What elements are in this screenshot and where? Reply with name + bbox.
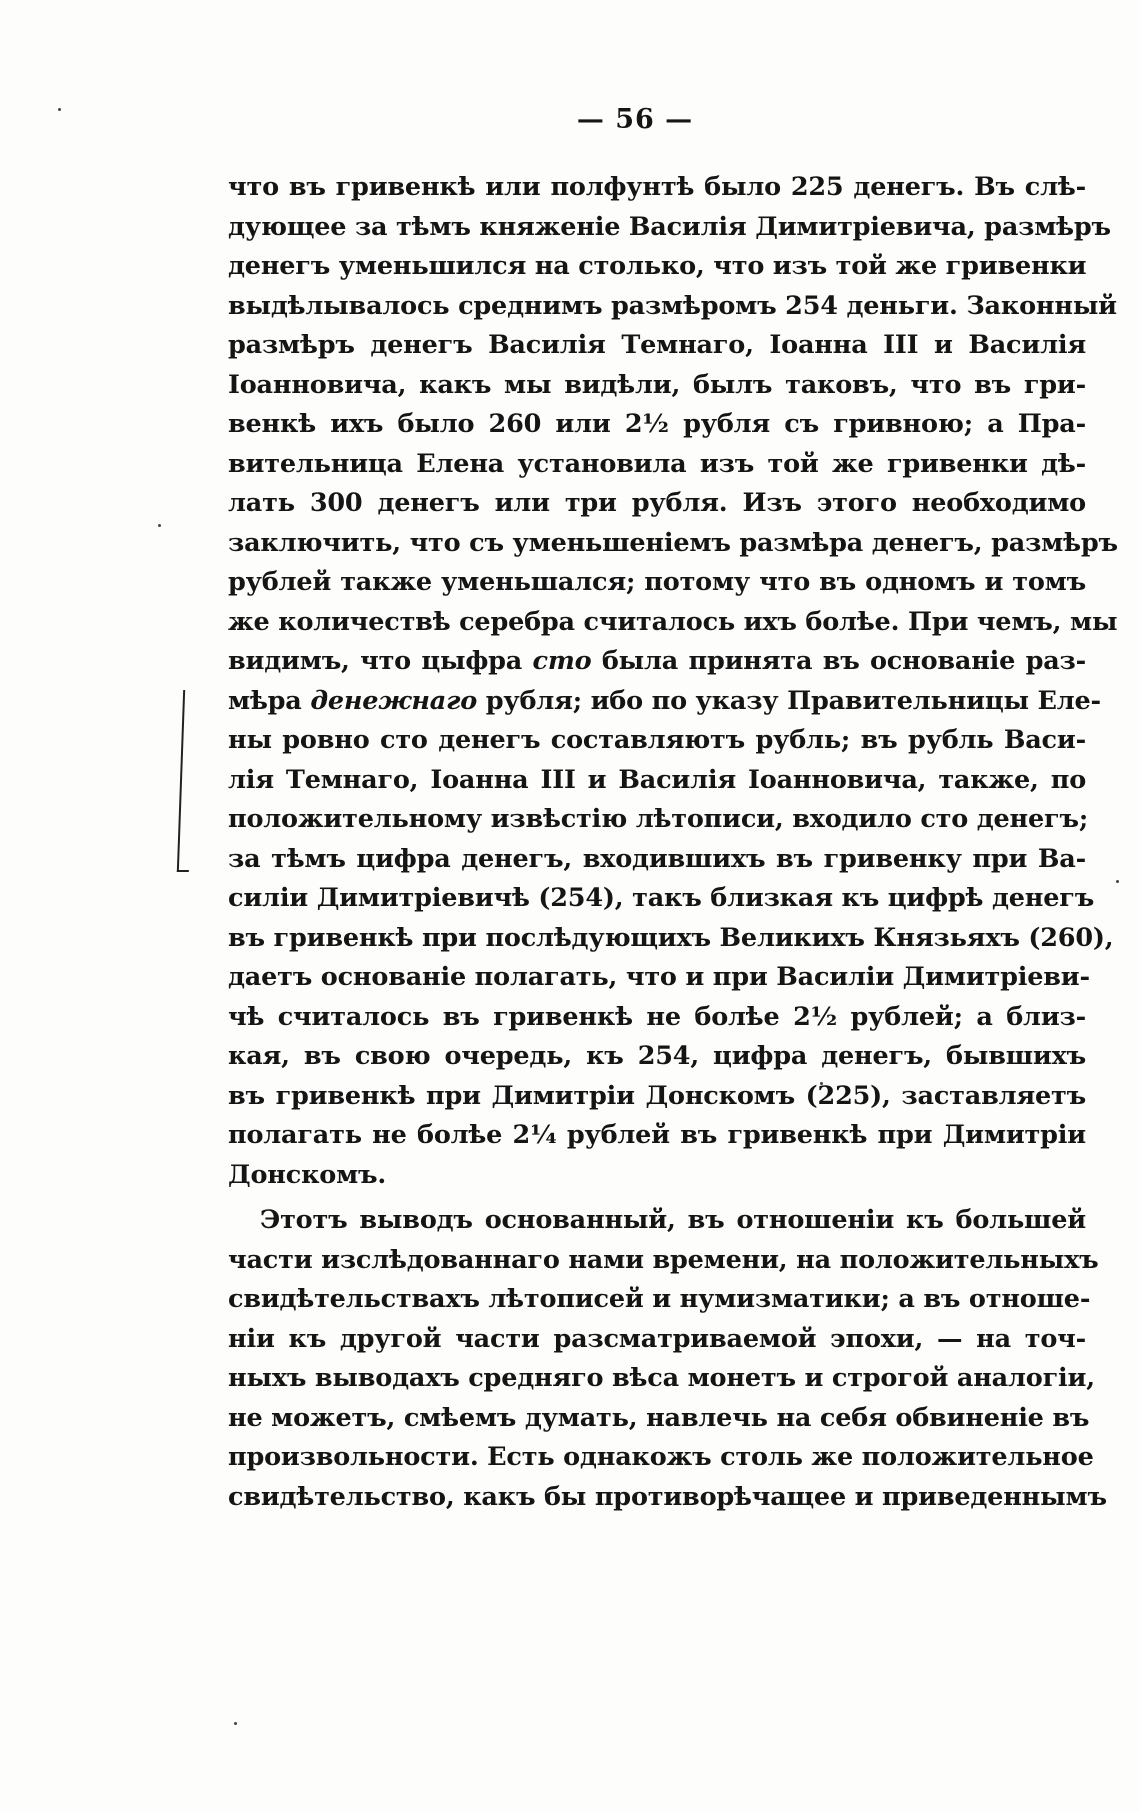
text-line: выдѣлывалось среднимъ размѣромъ 254 деньги. Законный bbox=[228, 290, 1117, 321]
text-line: что въ гривенкѣ или полфунтѣ было 225 денегъ. Въ слѣ- bbox=[228, 172, 1086, 202]
text-line: ныхъ выводахъ средняго вѣса монетъ и строгой аналогіи, bbox=[228, 1363, 1095, 1393]
text-line: за тѣмъ цифра денегъ, входившихъ въ гривенку при Ва- bbox=[228, 843, 1086, 874]
text-line: же количествѣ серебра считалось ихъ болѣе. При чемъ, мы bbox=[228, 606, 1118, 637]
text-line: силіи Димитріевичѣ (254), такъ близкая къ цифрѣ денегъ bbox=[228, 883, 1095, 913]
paper-speck bbox=[234, 1722, 237, 1725]
body-text bbox=[228, 168, 1118, 1517]
text-line-with-italic bbox=[228, 682, 1101, 722]
text-line-paragraph-end: Донскомъ. bbox=[228, 1159, 387, 1190]
text-segment: рубля; ибо по указу Правительницы Еле- bbox=[477, 685, 1101, 716]
paper-speck bbox=[158, 524, 161, 527]
text-line: денегъ уменьшился на столько, что изъ той же гривенки bbox=[228, 251, 1087, 281]
text-line-paragraph-start: Этотъ выводъ основанный, въ отношеніи къ большей bbox=[260, 1205, 1086, 1235]
italic-word: денежнаго bbox=[310, 685, 478, 716]
text-line: лія Темнаго, Іоанна III и Василія Іоанновича, также, по bbox=[228, 764, 1086, 795]
text-line: свидѣтельствахъ лѣтописей и нумизматики; а въ отноше- bbox=[228, 1284, 1091, 1314]
text-line: свидѣтельство, какъ бы противорѣчащее и приведеннымъ bbox=[228, 1481, 1107, 1512]
text-line: вительница Елена установила изъ той же гривенки дѣ- bbox=[228, 448, 1086, 479]
text-line: полагать не болѣе 2¼ рублей въ гривенкѣ при Димитріи bbox=[228, 1120, 1086, 1150]
text-line: заключить, что съ уменьшеніемъ размѣра денегъ, размѣръ bbox=[228, 527, 1118, 558]
text-line: ны ровно сто денегъ составляютъ рубль; въ рубль Васи- bbox=[228, 725, 1086, 755]
page-number: — 56 — bbox=[576, 104, 694, 135]
text-line: чѣ считалось въ гривенкѣ не болѣе 2½ рублей; а близ- bbox=[228, 1001, 1086, 1032]
text-line: Іоанновича, какъ мы видѣли, былъ таковъ, что въ гри- bbox=[228, 369, 1086, 400]
text-line: кая, въ свою очередь, къ 254, цифра денегъ, бывшихъ bbox=[228, 1041, 1086, 1071]
text-line: ніи къ другой части разсматриваемой эпохи, — на точ- bbox=[228, 1323, 1086, 1354]
text-line: положительному извѣстію лѣтописи, входило сто денегъ; bbox=[228, 804, 1089, 834]
text-line: въ гривенкѣ при Димитріи Донскомъ (225), заставляетъ bbox=[228, 1080, 1086, 1111]
text-line: лать 300 денегъ или три рубля. Изъ этого необходимо bbox=[228, 488, 1086, 518]
text-segment: видимъ, что цыфра bbox=[228, 646, 533, 676]
text-segment: была принята въ основаніе раз- bbox=[591, 646, 1086, 676]
italic-word: сто bbox=[532, 646, 592, 676]
text-line: части изслѣдованнаго нами времени, на положительныхъ bbox=[228, 1244, 1099, 1275]
paper-speck bbox=[1116, 880, 1119, 883]
text-line: даетъ основаніе полагать, что и при Василіи Димитріеви- bbox=[228, 962, 1090, 992]
text-line-with-italic bbox=[228, 642, 1086, 682]
text-line: произвольности. Есть однакожъ столь же положительное bbox=[228, 1442, 1094, 1472]
text-line: въ гривенкѣ при послѣдующихъ Великихъ Князьяхъ (260), bbox=[228, 922, 1114, 953]
text-line: не можетъ, смѣемъ думать, навлечь на себя обвиненіе въ bbox=[228, 1402, 1090, 1433]
text-line: рублей также уменьшался; потому что въ одномъ и томъ bbox=[228, 567, 1086, 597]
margin-bracket-mark bbox=[177, 690, 195, 872]
text-line: дующее за тѣмъ княженіе Василія Димитріевича, размѣръ bbox=[228, 211, 1111, 242]
text-line: венкѣ ихъ было 260 или 2½ рубля съ гривною; а Пра- bbox=[228, 409, 1086, 439]
paper-speck bbox=[58, 108, 61, 111]
text-segment: мѣра bbox=[228, 685, 311, 716]
text-line: размѣръ денегъ Василія Темнаго, Іоанна III и Василія bbox=[228, 330, 1086, 360]
